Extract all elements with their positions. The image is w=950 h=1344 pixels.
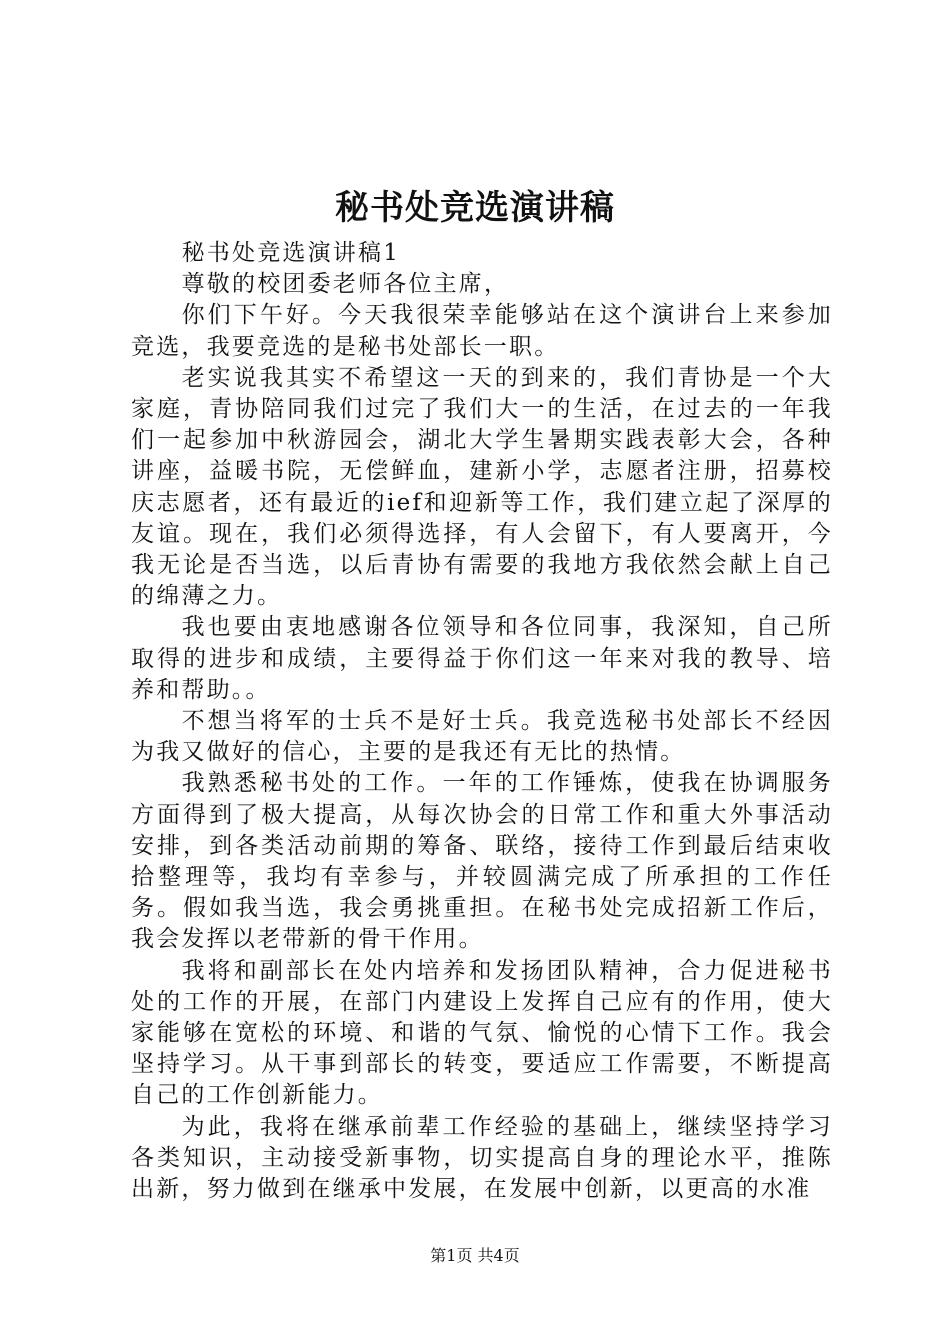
document-title: 秘书处竞选演讲稿 [335, 188, 615, 228]
paragraph: 为此，我将在继承前辈工作经验的基础上，继续坚持学习各类知识，主动接受新事物，切实提高自身的理论水平，推陈出新，努力做到在继承中发展，在发展中创新，以更高的水准 [131, 1113, 833, 1203]
paragraph: 我熟悉秘书处的工作。一年的工作锤炼，使我在协调服务方面得到了极大提高，从每次协会的日常工作和重大外事活动安排，到各类活动前期的筹备、联络，接待工作到最后结束收拾整理等，我均有幸参与，并较圆满完成了所承担的工作任务。假如我当选，我会勇挑重担。在秘书处完成招新工作后，我会发挥以老带新的骨干作用。 [131, 770, 833, 953]
paragraph-subtitle: 秘书处竞选演讲稿1 [181, 240, 401, 266]
paragraph: 你们下午好。今天我很荣幸能够站在这个演讲台上来参加竞选，我要竞选的是秘书处部长一职。 [131, 302, 833, 360]
page-footer: 第1页 共4页 [430, 1246, 520, 1265]
paragraph: 我也要由衷地感谢各位领导和各位同事，我深知，自己所取得的进步和成绩，主要得益于你们这一年来对我的教导、培养和帮助。。 [131, 614, 833, 703]
document-body [131, 238, 833, 1205]
paragraph-salutation: 尊敬的校团委老师各位主席， [181, 271, 510, 298]
paragraph: 不想当将军的士兵不是好士兵。我竞选秘书处部长不经因为我又做好的信心，主要的是我还有无比的热情。 [131, 708, 833, 766]
paragraph: 我将和副部长在处内培养和发扬团队精神，合力促进秘书处的工作的开展，在部门内建设上发挥自己应有的作用，使大家能够在宽松的环境、和谐的气氛、愉悦的心情下工作。我会坚持学习。从干事到部长的转变，要适应工作需要，不断提高自己的工作创新能力。 [131, 957, 833, 1109]
paragraph: 老实说我其实不希望这一天的到来的，我们青协是一个大家庭，青协陪同我们过完了我们大一的生活，在过去的一年我们一起参加中秋游园会，湖北大学生暑期实践表彰大会，各种讲座，益暖书院，无偿鲜血，建新小学，志愿者注册，招募校庆志愿者，还有最近的ief和迎新等工作，我们建立起了深厚的友谊。现在，我们必须得选择，有人会留下，有人要离开，今我无论是否当选，以后青协有需要的我地方我依然会献上自己的绵薄之力。 [131, 364, 833, 610]
